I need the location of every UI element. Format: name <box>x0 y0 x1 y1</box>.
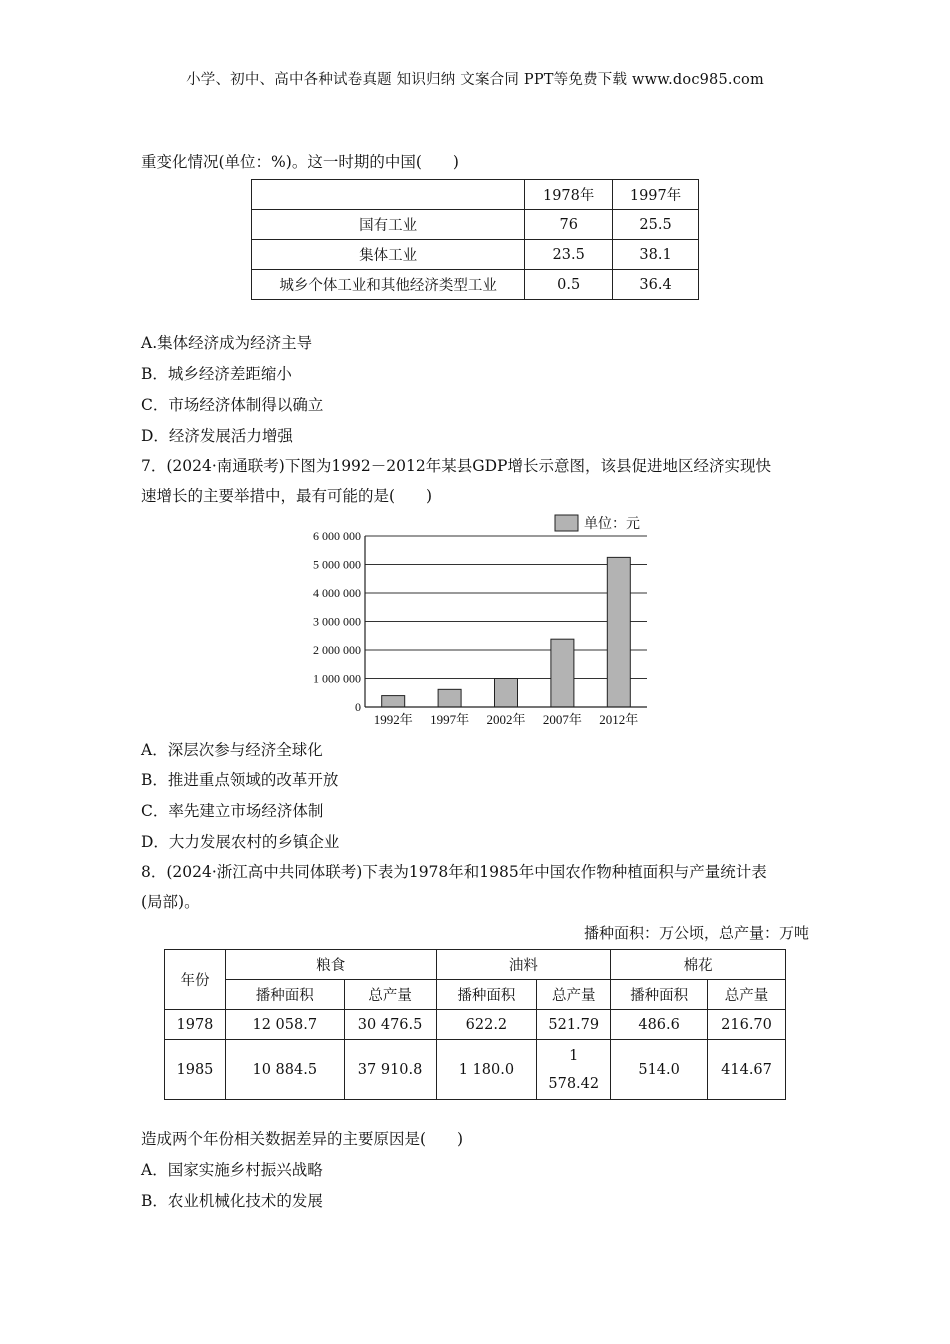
table-cell: 12 058.7 <box>225 1010 344 1040</box>
q8-stem-line2: (局部)。 <box>141 893 200 911</box>
table-header-cell: 播种面积 <box>225 980 344 1010</box>
q7-stem-line1: 7．(2024·南通联考)下图为1992－2012年某县GDP增长示意图，该县促进地区经济实现快 <box>141 457 771 475</box>
q6-option-c: C．市场经济体制得以确立 <box>141 396 324 414</box>
q7-stem-line2: 速增长的主要举措中，最有可能的是( ) <box>141 487 433 505</box>
table-cell: 23.5 <box>525 240 613 270</box>
bar <box>551 639 574 707</box>
table-row <box>165 1010 786 1040</box>
q6-stem: 重变化情况(单位：%)。这一时期的中国( ) <box>141 153 459 171</box>
table-row <box>252 210 699 240</box>
table-row <box>252 240 699 270</box>
q6-option-d: D．经济发展活力增强 <box>141 427 293 445</box>
table-header-cell: 总产量 <box>537 980 611 1010</box>
cell-line: 578.42 <box>548 1075 600 1092</box>
y-tick-label: 2 000 000 <box>313 643 361 657</box>
table-header-cell: 油料 <box>436 950 611 980</box>
x-tick-label: 2002年 <box>486 712 526 727</box>
table-cell: 622.2 <box>436 1010 537 1040</box>
chart-gridlines <box>365 536 647 679</box>
q7-option-c: C．率先建立市场经济体制 <box>141 802 324 820</box>
q6-table <box>251 179 699 300</box>
table-cell: 1978 <box>165 1010 226 1040</box>
table-cell: 国有工业 <box>252 210 525 240</box>
q7-option-a: A．深层次参与经济全球化 <box>141 741 323 759</box>
q8-option-b: B．农业机械化技术的发展 <box>141 1192 323 1210</box>
legend-swatch <box>555 515 578 531</box>
y-tick-label: 6 000 000 <box>313 529 361 543</box>
table-cell <box>252 180 525 210</box>
table-header-cell: 播种面积 <box>436 980 537 1010</box>
q7-option-d: D．大力发展农村的乡镇企业 <box>141 833 340 851</box>
table-header-cell: 年份 <box>165 950 226 1010</box>
table-cell: 486.6 <box>611 1010 708 1040</box>
table-header-cell: 棉花 <box>611 950 786 980</box>
y-tick-label: 1 000 000 <box>313 671 361 686</box>
bar <box>438 689 461 707</box>
q8-stem-line1: 8．(2024·浙江高中共同体联考)下表为1978年和1985年中国农作物种植面积与产量统计表 <box>141 863 767 881</box>
table-cell: 514.0 <box>611 1040 708 1100</box>
table-cell: 集体工业 <box>252 240 525 270</box>
table-header-cell: 1978年 <box>525 180 613 210</box>
table-header-cell: 粮食 <box>225 950 436 980</box>
cell-line: 1 <box>569 1047 579 1064</box>
table-cell: 1 180.0 <box>436 1040 537 1100</box>
x-tick-label: 2007年 <box>542 712 582 727</box>
table-cell: 216.70 <box>708 1010 786 1040</box>
table-row <box>252 180 699 210</box>
table-cell: 0.5 <box>525 270 613 300</box>
table-header-cell: 播种面积 <box>611 980 708 1010</box>
table-cell: 38.1 <box>613 240 699 270</box>
q8-table <box>164 949 786 1100</box>
table-cell: 36.4 <box>613 270 699 300</box>
table-cell: 414.67 <box>708 1040 786 1100</box>
chart-y-ticks <box>313 529 361 714</box>
bar <box>495 679 518 708</box>
q8-question: 造成两个年份相关数据差异的主要原因是( ) <box>141 1130 464 1148</box>
bar <box>382 696 405 707</box>
table-cell: 76 <box>525 210 613 240</box>
table-cell: 1985 <box>165 1040 226 1100</box>
q7-option-b: B．推进重点领域的改革开放 <box>141 771 339 789</box>
chart-bars <box>382 557 631 707</box>
q8-option-a: A．国家实施乡村振兴战略 <box>141 1161 323 1179</box>
bar <box>607 557 630 707</box>
q6-option-a: A.集体经济成为经济主导 <box>141 334 313 352</box>
x-tick-label: 1997年 <box>430 712 470 727</box>
y-tick-label: 3 000 000 <box>313 614 361 629</box>
table-cell: 10 884.5 <box>225 1040 344 1100</box>
table-cell: 城乡个体工业和其他经济类型工业 <box>252 270 525 300</box>
q6-option-b: B．城乡经济差距缩小 <box>141 365 292 383</box>
table-header-cell: 1997年 <box>613 180 699 210</box>
table-row <box>165 980 786 1010</box>
table-cell: 25.5 <box>613 210 699 240</box>
q8-unit-note: 播种面积：万公顷，总产量：万吨 <box>583 924 809 942</box>
x-tick-label: 2012年 <box>599 712 639 727</box>
chart-legend <box>555 515 640 532</box>
table-row <box>252 270 699 300</box>
table-cell: 37 910.8 <box>344 1040 436 1100</box>
table-row <box>165 950 786 980</box>
table-row <box>165 1040 786 1100</box>
y-tick-label: 0 <box>355 700 361 714</box>
table-header-cell: 总产量 <box>708 980 786 1010</box>
y-tick-label: 5 000 000 <box>313 557 361 572</box>
x-tick-label: 1992年 <box>373 712 413 727</box>
table-cell: 521.79 <box>537 1010 611 1040</box>
table-cell <box>537 1040 611 1100</box>
gdp-bar-chart <box>290 508 665 738</box>
table-cell: 30 476.5 <box>344 1010 436 1040</box>
legend-label: 单位：元 <box>584 517 640 532</box>
chart-x-ticks <box>374 712 639 727</box>
y-tick-label: 4 000 000 <box>313 586 361 600</box>
page-header: 小学、初中、高中各种试卷真题 知识归纳 文案合同 PPT等免费下载 www.doc985.com <box>186 72 764 88</box>
table-header-cell: 总产量 <box>344 980 436 1010</box>
